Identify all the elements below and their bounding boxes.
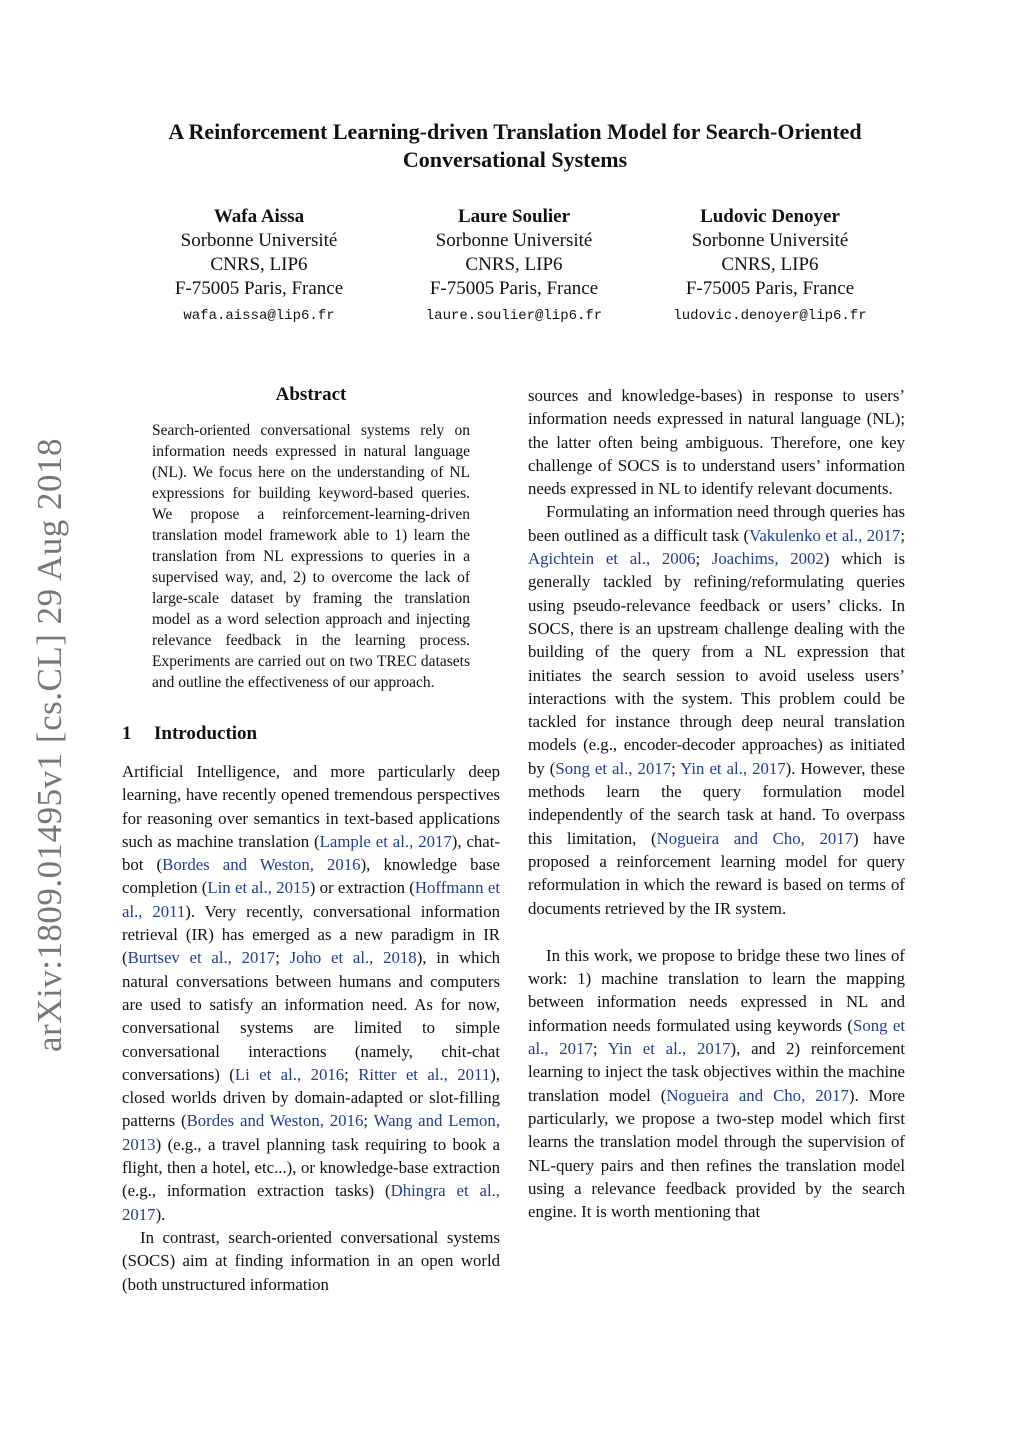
section-heading — [122, 723, 500, 745]
citation-link[interactable]: Song et al., 2017 — [555, 758, 672, 778]
citation-link[interactable]: Dhingra et al., 2017 — [122, 1181, 500, 1224]
author-3 — [640, 205, 900, 325]
text-run: ) (e.g., a travel planning task requiring to book a flight, then a hotel, etc...), or knowledge-base extraction (e.g., information extraction tasks) ( — [122, 1134, 500, 1201]
section-title: Introduction — [154, 723, 258, 744]
text-run: ) or extraction ( — [309, 878, 415, 898]
author-name: Wafa Aissa — [213, 206, 305, 227]
author-affiliation: Sorbonne Université — [435, 230, 593, 251]
citation-link[interactable]: Agichtein et al., 2006 — [528, 549, 696, 569]
text-run: ; — [275, 948, 290, 968]
abstract-heading: Abstract — [275, 384, 347, 405]
text-run: ; — [695, 549, 712, 569]
author-affiliation: Sorbonne Université — [691, 230, 849, 251]
author-lab: CNRS, LIP6 — [465, 254, 563, 275]
citation-link[interactable]: Bordes and Weston, 2016 — [162, 855, 361, 875]
text-run: ). Very recently, conversational information retrieval (IR) has emerged as a new paradigm in IR ( — [122, 901, 501, 968]
author-2 — [384, 205, 644, 325]
intro-paragraph-3 — [528, 500, 905, 919]
citation-link[interactable]: Yin et al., 2017 — [607, 1039, 731, 1059]
text-run: ), in which natural conversations between humans and computers are used to satisfy an information need. As for now, conversational systems are limited to simple conversational interactions (namely, chit-chat conversations) ( — [122, 948, 501, 1084]
right-column — [528, 384, 905, 1223]
author-email[interactable]: wafa.aissa@lip6.fr — [183, 308, 335, 324]
title-line-2: Conversational Systems — [402, 147, 628, 172]
citation-link[interactable]: Song et al., 2017 — [528, 1015, 905, 1059]
text-run: ) have proposed a reinforcement learning model for query reformulation in which the reward is based on terms of documents retrieved by the IR system. — [528, 828, 905, 918]
arxiv-identifier: arXiv:1809.01495v1 [cs.CL] 29 Aug 2018 — [30, 438, 69, 1052]
citation-link[interactable]: Vakulenko et al., 2017 — [749, 525, 901, 545]
citation-link[interactable]: Hoffmann et al., 2011 — [122, 878, 500, 921]
citation-link[interactable]: Yin et al., 2017 — [680, 758, 786, 778]
author-lab: CNRS, LIP6 — [210, 254, 308, 275]
intro-paragraph-1 — [122, 760, 500, 1226]
citation-link[interactable]: Joho et al., 2018 — [289, 948, 417, 968]
text-run: ; — [363, 1111, 374, 1131]
intro-paragraph-4 — [528, 944, 905, 1224]
author-1 — [129, 205, 389, 325]
citation-link[interactable]: Li et al., 2016 — [234, 1064, 345, 1084]
citation-link[interactable]: Nogueira and Cho, 2017 — [666, 1085, 849, 1105]
citation-link[interactable]: Wang and Lemon, 2013 — [122, 1111, 501, 1154]
text-run: ; — [344, 1064, 359, 1084]
text-run: ). — [155, 1204, 166, 1224]
text-run: ) which is generally tackled by refining/reformulating queries using pseudo-relevance feedback or users’ clicks. In SOCS, there is an upstream challenge dealing with the building of the query from a NL expression that initiates the search session to avoid useless users’ interactions with the system. This problem could be tackled for instance through deep neural translation models (e.g., encoder-decoder approaches) as initiated by ( — [528, 549, 905, 778]
intro-paragraph-2-cont: sources and knowledge-bases) in response to users’ information needs expressed in natural language (NL); the latter often being ambiguous. Therefore, one key challenge of SOCS is to understand users’ information needs expressed in NL to identify relevant documents. — [528, 386, 905, 499]
author-address: F-75005 Paris, France — [685, 278, 855, 299]
text-run: ; — [671, 758, 681, 778]
text-run: ), knowledge base completion ( — [122, 855, 501, 898]
author-address: F-75005 Paris, France — [174, 278, 344, 299]
citation-link[interactable]: Lample et al., 2017 — [319, 831, 452, 851]
text-run: Formulating an information need through queries has been outlined as a difficult task ( — [528, 502, 905, 545]
title-line-1: A Reinforcement Learning-driven Translation Model for Search-Oriented — [168, 119, 862, 144]
author-email[interactable]: laure.soulier@lip6.fr — [425, 308, 603, 324]
arxiv-sidebar — [20, 430, 80, 1060]
author-lab: CNRS, LIP6 — [721, 254, 819, 275]
text-run: ; — [592, 1039, 608, 1059]
abstract-text: Search-oriented conversational systems rely on information needs expressed in natural language (NL). We focus here on the understanding of NL expressions for building keyword-based queries. We propose a reinforcement-learning-driven translation model framework able to 1) learn the translation from NL expressions to queries in a supervised way, and, 2) to overcome the lack of large-scale dataset by framing the translation model as a word selection approach and injecting relevance feedback in the learning process. Experiments are carried out on two TREC datasets and outline the effectiveness of our approach. — [152, 422, 470, 691]
citation-link[interactable]: Ritter et al., 2011 — [358, 1064, 491, 1084]
paper-title — [110, 118, 920, 174]
text-run: In this work, we propose to bridge these two lines of work: 1) machine translation to learn the mapping between information needs expressed in NL and information needs formulated using keywords ( — [528, 945, 905, 1035]
section-number: 1 — [122, 723, 132, 744]
citation-link[interactable]: Lin et al., 2015 — [207, 878, 310, 898]
paragraph-gap — [528, 920, 905, 944]
author-email[interactable]: ludovic.denoyer@lip6.fr — [673, 308, 867, 324]
left-column — [122, 760, 500, 1296]
author-address: F-75005 Paris, France — [429, 278, 599, 299]
citation-link[interactable]: Bordes and Weston, 2016 — [186, 1111, 364, 1131]
author-block — [0, 205, 1024, 335]
citation-link[interactable]: Burtsev et al., 2017 — [127, 948, 276, 968]
text-run: ), chat-bot ( — [122, 831, 500, 875]
text-run: ), closed worlds driven by domain-adapted or slot-filling patterns ( — [122, 1064, 501, 1131]
citation-link[interactable]: Nogueira and Cho, 2017 — [656, 828, 854, 848]
author-affiliation: Sorbonne Université — [180, 230, 338, 251]
text-run: ). More particularly, we propose a two-step model which first learns the translation model through the supervision of NL-query pairs and then refines the translation model using a relevance feedback provided by the search engine. It is worth mentioning that — [528, 1085, 906, 1222]
text-run: Artificial Intelligence, and more particularly deep learning, have recently opened tremendous perspectives for reasoning over semantics in text-based applications such as machine translation ( — [122, 762, 500, 851]
text-run: ), and 2) reinforcement learning to inject the task objectives within the machine translation model ( — [528, 1039, 905, 1105]
intro-paragraph-2: In contrast, search-oriented conversational systems (SOCS) aim at finding information in an open world (both unstructured information — [122, 1227, 500, 1294]
author-name: Laure Soulier — [457, 206, 571, 227]
citation-link[interactable]: Joachims, 2002 — [711, 549, 824, 569]
author-name: Ludovic Denoyer — [700, 206, 840, 227]
text-run: ; — [900, 525, 905, 545]
text-run: ). However, these methods learn the query formulation model independently of the search task at hand. To overpass this limitation, ( — [528, 758, 905, 848]
